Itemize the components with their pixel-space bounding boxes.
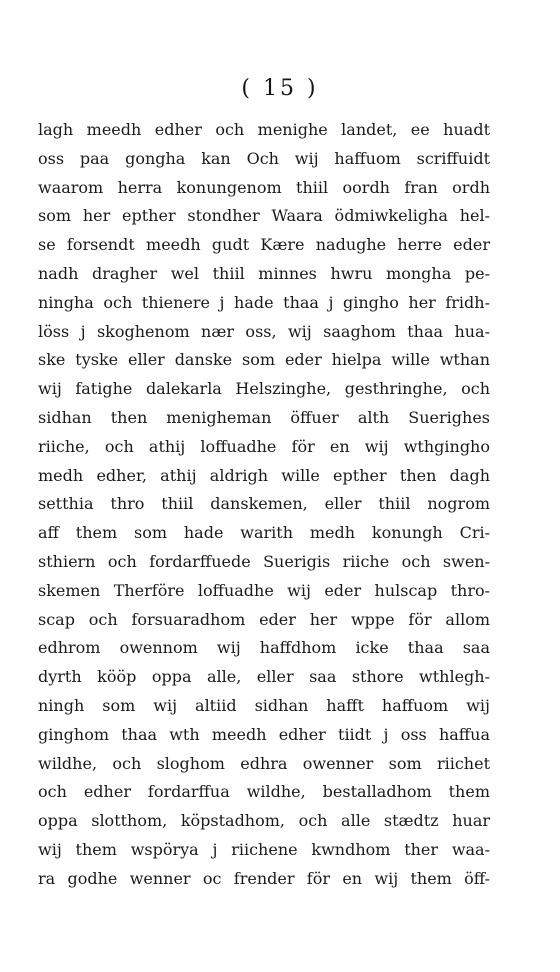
text-line: dyrth kööp oppa alle, eller saa sthore wthlegh- [38,667,490,687]
text-line: wildhe, och sloghom edhra owenner som riichet [38,753,490,773]
body-text [38,116,490,894]
text-line: riiche, och athij loffuadhe för en wij wthgingho [38,436,490,456]
text-line: medh edher, athij aldrigh wille epther then dagh [38,465,490,485]
text-line: waarom herra konungenom thiil oordh fran ordh [38,177,490,197]
text-line: skemen Therföre loffuadhe wij eder hulscap thro- [38,580,490,600]
text-line: som her epther stondher Waara ödmiwkeligha hel- [38,206,490,226]
text-line: oppa slotthom, köpstadhom, och alle stædtz huar [38,811,490,831]
text-line: sthiern och fordarffuede Suerigis riiche och swen- [38,551,490,571]
text-line: wij fatighe dalekarla Helszinghe, gesthringhe, och [38,379,490,399]
text-line: oss paa gongha kan Och wij haffuom scriffuidt [38,148,490,168]
text-line: nadh dragher wel thiil minnes hwru mongha pe- [38,263,490,283]
text-line: löss j skoghenom nær oss, wij saaghom thaa hua- [38,321,490,341]
text-line: ningh som wij altiid sidhan hafft haffuom wij [38,695,490,715]
text-line: sidhan then menigheman öffuer alth Suerighes [38,407,490,427]
text-line: edhrom owennom wij haffdhom icke thaa saa [38,638,490,658]
text-line: ske tyske eller danske som eder hielpa wille wthan [38,350,490,370]
text-line: ningha och thienere j hade thaa j gingho her fridh- [38,292,490,312]
text-line: wij them wspörya j riichene kwndhom ther waa- [38,839,490,859]
page-number: ( 15 ) [241,76,319,101]
text-line: ra godhe wenner oc frender för en wij them öff- [38,868,490,888]
text-line: setthia thro thiil danskemen, eller thiil nogrom [38,494,490,514]
text-line: lagh meedh edher och menighe landet, ee huadt [38,120,490,139]
text-line: och edher fordarffua wildhe, bestalladhom them [38,782,490,802]
text-line: aff them som hade warith medh konungh Cri- [38,523,490,543]
text-line: se forsendt meedh gudt Kære nadughe herre eder [38,235,490,255]
text-line: ginghom thaa wth meedh edher tiidt j oss haffua [38,724,490,744]
text-line: scap och forsuaradhom eder her wppe för allom [38,609,490,629]
